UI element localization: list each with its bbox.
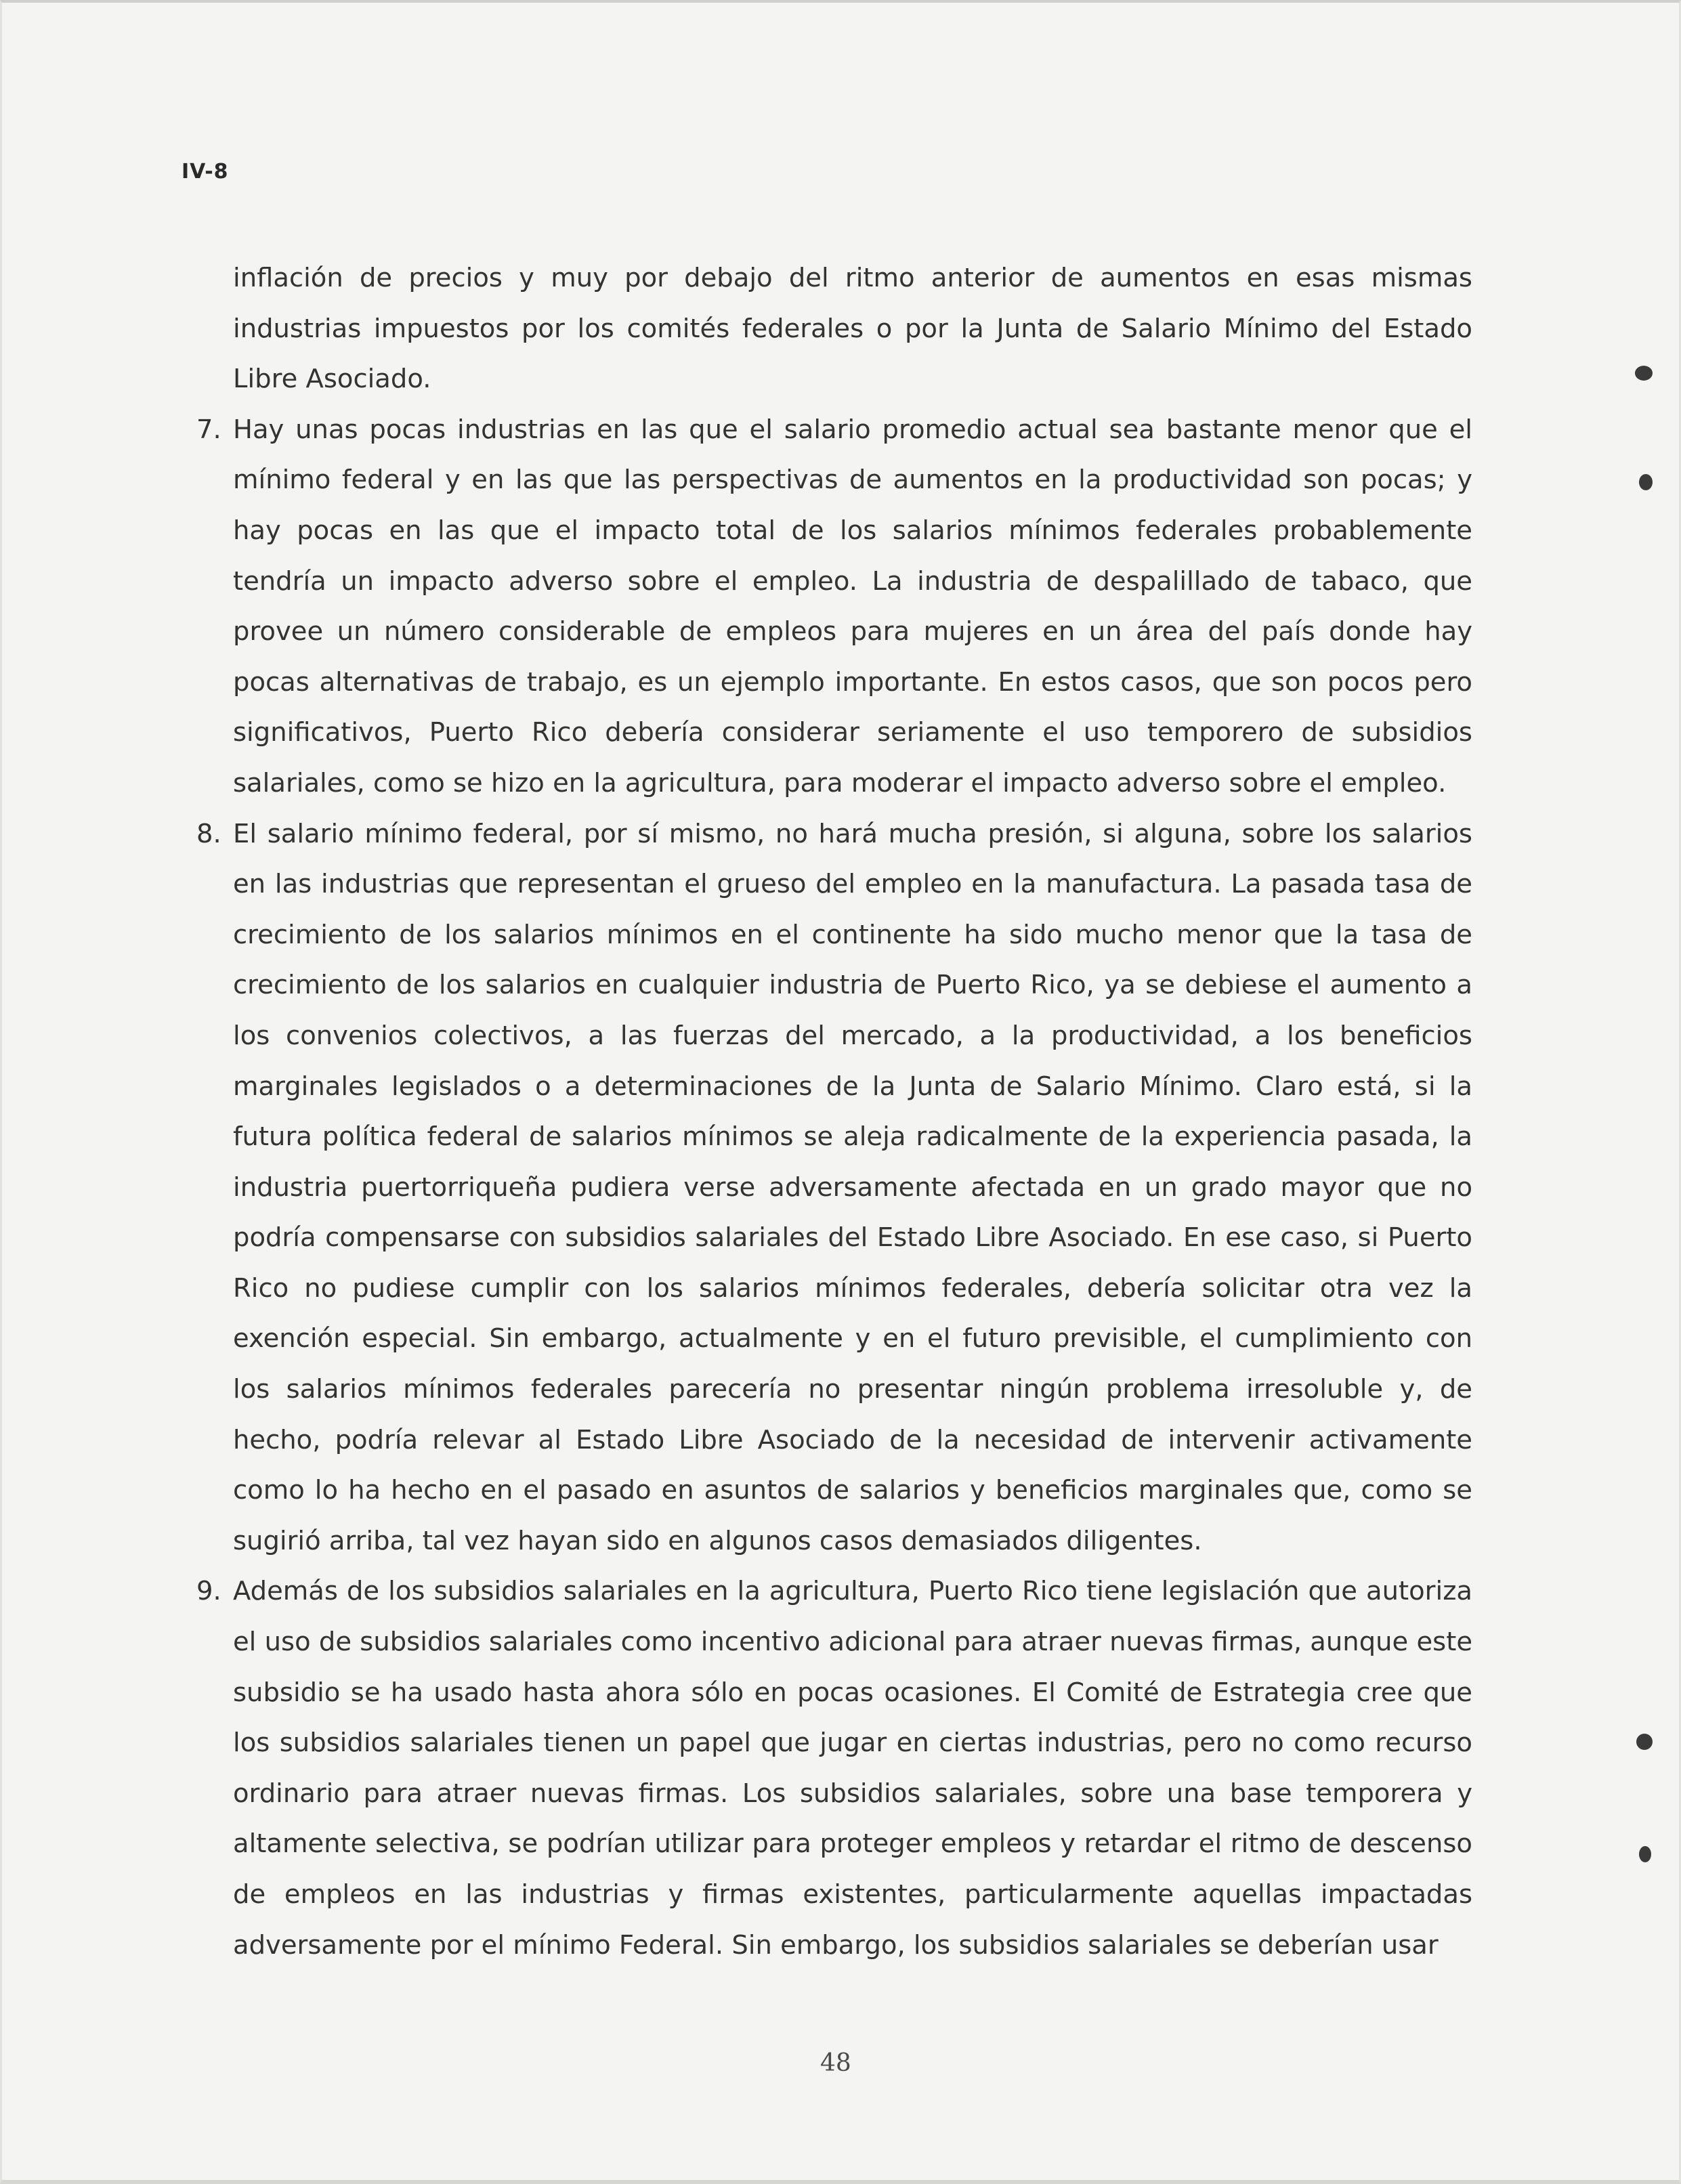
numbered-item-9 [196, 1566, 1472, 1971]
numbered-item-8 [196, 809, 1472, 1567]
item-number: 8. [196, 818, 221, 849]
page-section-code: IV-8 [182, 160, 229, 184]
item-number: 9. [196, 1576, 221, 1607]
page-number: 48 [820, 2049, 851, 2077]
punch-hole-icon [1639, 474, 1653, 490]
punch-hole-icon [1639, 1846, 1651, 1862]
item-text: Hay unas pocas industrias en las que el salario promedio actual sea bastante menor que el mínimo federal y en las que las perspectivas de aumentos en la productividad son pocas; y hay pocas en las que el impacto total de los salarios mínimos federales probablemente tendría un impacto adverso sobre el empleo. La industria de despalillado de tabaco, que provee un número considerable de empleos para mujeres en un área del país donde hay pocas alternativas de trabajo, es un ejemplo importante. En estos casos, que son pocos pero significativos, Puerto Rico debería considerar seriamente el uso temporero de subsidios salariales, como se hizo en la agricultura, para moderar el impacto adverso sobre el empleo. [233, 414, 1472, 798]
continuation-paragraph: inflación de precios y muy por debajo del ritmo anterior de aumentos en esas mismas industrias impuestos por los comités federales o por la Junta de Salario Mínimo del Estado Libre Asociado. [233, 263, 1472, 395]
item-text: El salario mínimo federal, por sí mismo, no hará mucha presión, si alguna, sobre los salarios en las industrias que representan el grueso del empleo en la manufactura. La pasada tasa de crecimiento de los salarios mínimos en el continente ha sido mucho menor que la tasa de crecimiento de los salarios en cualquier industria de Puerto Rico, ya se debiese el aumento a los convenios colectivos, a las fuerzas del mercado, a la productividad, a los beneficios marginales legislados o a determinaciones de la Junta de Salario Mínimo. Claro está, si la futura política federal de salarios mínimos se aleja radicalmente de la experiencia pasada, la industria puertorriqueña pudiera verse adversamente afectada en un grado mayor que no podría compensarse con subsidios salariales del Estado Libre Asociado. En ese caso, si Puerto Rico no pudiese cumplir con los salarios mínimos federales, debería solicitar otra vez la exención especial. Sin embargo, actualmente y en el futuro previsible, el cumplimiento con los salarios mínimos federales parecería no presentar ningún problema irresoluble y, de hecho, podría relevar al Estado Libre Asociado de la necesidad de intervenir activamente como lo ha hecho en el pasado en asuntos de salarios y beneficios marginales que, como se sugirió arriba, tal vez hayan sido en algunos casos demasiados diligentes. [233, 818, 1472, 1556]
body-text [196, 253, 1472, 1971]
punch-hole-icon [1636, 1734, 1653, 1750]
item-number: 7. [196, 414, 221, 445]
numbered-item-7 [196, 405, 1472, 809]
punch-hole-icon [1635, 366, 1653, 381]
item-text: Además de los subsidios salariales en la agricultura, Puerto Rico tiene legislación que autoriza el uso de subsidios salariales como incentivo adicional para atraer nuevas firmas, aunque este subsidio se ha usado hasta ahora sólo en pocas ocasiones. El Comité de Estrategia cree que los subsidios salariales tienen un papel que jugar en ciertas industrias, pero no como recurso ordinario para atraer nuevas firmas. Los subsidios salariales, sobre una base temporera y altamente selectiva, se podrían utilizar para proteger empleos y retardar el ritmo de descenso de empleos en las industrias y firmas existentes, particularmente aquellas impactadas adversamente por el mínimo Federal. Sin embargo, los subsidios salariales se deberían usar [233, 1576, 1472, 1961]
